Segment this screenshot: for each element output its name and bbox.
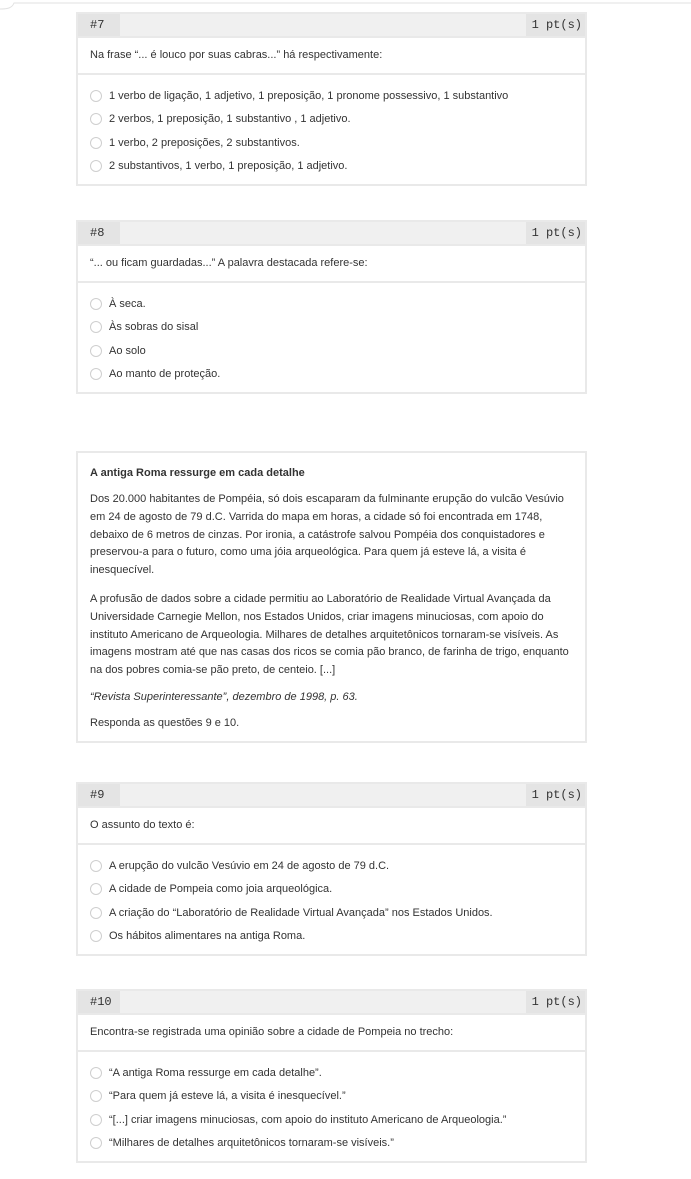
answer-option[interactable] — [90, 1108, 585, 1132]
passage-body — [78, 453, 585, 741]
answer-option[interactable] — [90, 925, 585, 949]
option-label: A criação do “Laboratório de Realidade Virtual Avançada” nos Estados Unidos. — [109, 906, 493, 919]
passage-paragraph: A profusão de dados sobre a cidade permitiu ao Laboratório de Realidade Virtual Avançada da Universidade Carnegie Mellon, nos Estados Unidos, criar imagens minuciosas, com apoio do instituto Americano de Arqueologia. Milhares de detalhes arquitetônicos tornaram-se visíveis. As imagens mostram até que nas casas dos ricos se comia pão branco, de farinha de trigo, enquanto na dos pobres comia-se pão preto, de centeio. [...] — [90, 592, 569, 677]
option-label: 2 substantivos, 1 verbo, 1 preposição, 1 adjetivo. — [109, 160, 348, 173]
radio-icon[interactable] — [90, 345, 102, 357]
option-label: “A antiga Roma ressurge em cada detalhe”. — [109, 1066, 322, 1079]
question-card-9 — [76, 782, 587, 956]
option-label: Ao manto de proteção. — [109, 368, 221, 381]
question-text: Encontra-se registrada uma opinião sobre a cidade de Pompeia no trecho: — [78, 1015, 585, 1052]
radio-icon[interactable] — [90, 930, 102, 942]
answer-option[interactable] — [90, 339, 585, 363]
passage-card — [76, 451, 587, 743]
question-header — [78, 784, 585, 808]
passage-paragraph: Dos 20.000 habitantes de Pompéia, só dois escaparam da fulminante erupção do vulcão Vesúvio em 24 de agosto de 79 d.C. Varrida do mapa em horas, a cidade só foi encontrada em 1748, debaixo de 6 metros de cinzas. Por ironia, a catástrofe salvou Pompéia dos conquistadores e preservou-a para o futuro, como uma jóia arqueológica. Para quem já esteve lá, a visita é inesquecível. — [90, 493, 564, 577]
option-label: 2 verbos, 1 preposição, 1 substantivo , 1 adjetivo. — [109, 113, 351, 126]
answer-options — [78, 845, 585, 954]
question-number: #10 — [78, 991, 120, 1013]
answer-option[interactable] — [90, 363, 585, 387]
question-card-10 — [76, 989, 587, 1163]
option-label: “[...] criar imagens minuciosas, com apoio do instituto Americano de Arqueologia.” — [109, 1113, 507, 1126]
answer-option[interactable] — [90, 1132, 585, 1156]
answer-option[interactable] — [90, 1061, 585, 1085]
option-label: 1 verbo, 2 preposições, 2 substantivos. — [109, 136, 300, 149]
question-points: 1 pt(s) — [526, 14, 585, 36]
radio-icon[interactable] — [90, 321, 102, 333]
question-points: 1 pt(s) — [526, 991, 585, 1013]
question-number: #7 — [78, 14, 120, 36]
answer-options — [78, 1052, 585, 1161]
question-points: 1 pt(s) — [526, 222, 585, 244]
answer-option[interactable] — [90, 131, 585, 155]
answer-option[interactable] — [90, 155, 585, 179]
question-number: #9 — [78, 784, 120, 806]
question-header — [78, 222, 585, 246]
top-edge-line — [0, 0, 691, 10]
passage-instruction: Responda as questões 9 e 10. — [90, 716, 240, 729]
answer-option[interactable] — [90, 854, 585, 878]
answer-option[interactable] — [90, 878, 585, 902]
option-label: Às sobras do sisal — [109, 321, 199, 334]
answer-option[interactable] — [90, 84, 585, 108]
option-label: “Milhares de detalhes arquitetônicos tornaram-se visíveis.” — [109, 1137, 394, 1150]
radio-icon[interactable] — [90, 1090, 102, 1102]
question-card-8 — [76, 220, 587, 394]
radio-icon[interactable] — [90, 113, 102, 125]
radio-icon[interactable] — [90, 907, 102, 919]
radio-icon[interactable] — [90, 90, 102, 102]
question-text: O assunto do texto é: — [78, 808, 585, 845]
question-header — [78, 14, 585, 38]
radio-icon[interactable] — [90, 298, 102, 310]
answer-option[interactable] — [90, 316, 585, 340]
answer-option[interactable] — [90, 292, 585, 316]
option-label: 1 verbo de ligação, 1 adjetivo, 1 preposição, 1 pronome possessivo, 1 substantivo — [109, 89, 509, 102]
question-text: Na frase “... é louco por suas cabras...” há respectivamente: — [78, 38, 585, 75]
radio-icon[interactable] — [90, 1067, 102, 1079]
passage-title: A antiga Roma ressurge em cada detalhe — [90, 467, 305, 479]
radio-icon[interactable] — [90, 1114, 102, 1126]
radio-icon[interactable] — [90, 368, 102, 380]
answer-option[interactable] — [90, 1085, 585, 1109]
answer-option[interactable] — [90, 901, 585, 925]
option-label: Os hábitos alimentares na antiga Roma. — [109, 930, 306, 943]
question-text: “... ou ficam guardadas...” A palavra destacada refere-se: — [78, 246, 585, 283]
question-card-7 — [76, 12, 587, 186]
passage-source: “Revista Superinteressante”, dezembro de 1998, p. 63. — [90, 690, 358, 703]
answer-options — [78, 283, 585, 392]
question-header — [78, 991, 585, 1015]
option-label: A cidade de Pompeia como joia arqueológica. — [109, 883, 333, 896]
radio-icon[interactable] — [90, 883, 102, 895]
option-label: A erupção do vulcão Vesúvio em 24 de agosto de 79 d.C. — [109, 859, 390, 872]
option-label: À seca. — [109, 297, 146, 310]
radio-icon[interactable] — [90, 860, 102, 872]
radio-icon[interactable] — [90, 160, 102, 172]
question-points: 1 pt(s) — [526, 784, 585, 806]
answer-option[interactable] — [90, 108, 585, 132]
radio-icon[interactable] — [90, 137, 102, 149]
option-label: “Para quem já esteve lá, a visita é inesquecível.” — [109, 1090, 346, 1103]
question-number: #8 — [78, 222, 120, 244]
option-label: Ao solo — [109, 344, 146, 357]
answer-options — [78, 75, 585, 184]
radio-icon[interactable] — [90, 1137, 102, 1149]
